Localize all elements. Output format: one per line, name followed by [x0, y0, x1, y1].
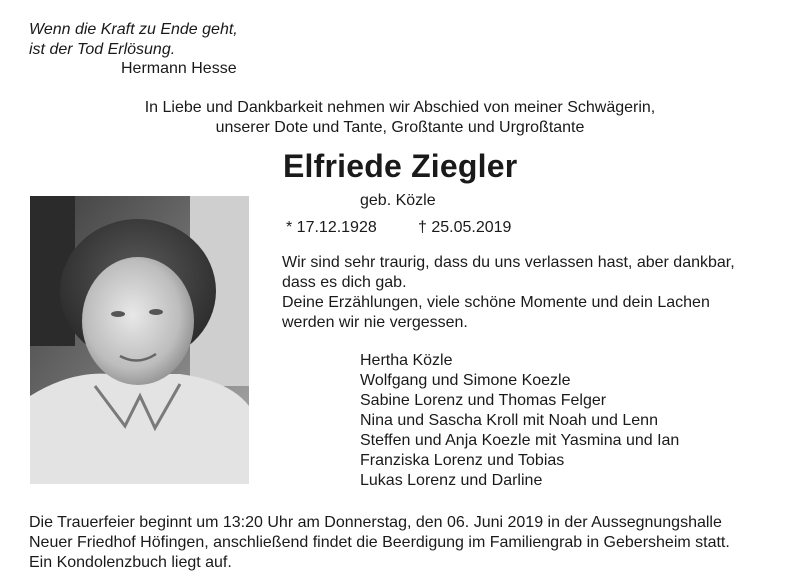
birth-date: * 17.12.1928	[286, 219, 377, 236]
mourner-entry: Hertha Közle	[360, 352, 453, 369]
mourner-entry: Wolfgang und Simone Koezle	[360, 372, 571, 389]
intro-line: unserer Dote und Tante, Großtante und Urgroßtante	[215, 119, 585, 136]
mourner-entry: Steffen und Anja Koezle mit Yasmina und Ian	[360, 432, 680, 449]
quote-line: ist der Tod Erlösung.	[29, 41, 176, 58]
mourner-entry: Lukas Lorenz und Darline	[360, 472, 543, 489]
death-date: † 25.05.2019	[418, 219, 512, 236]
mourner-entry: Sabine Lorenz und Thomas Felger	[360, 392, 607, 409]
memorial-message	[282, 253, 735, 333]
message-line: werden wir nie vergessen.	[282, 314, 468, 331]
portrait-photo-illustration	[30, 196, 249, 484]
quote	[29, 20, 238, 60]
funeral-info	[29, 513, 730, 573]
mourner-entry: Nina und Sascha Kroll mit Noah und Lenn	[360, 412, 658, 429]
message-line: Wir sind sehr traurig, dass du uns verlassen hast, aber dankbar,	[282, 254, 735, 271]
deceased-name: Elfriede Ziegler	[283, 148, 518, 184]
message-line: dass es dich gab.	[282, 274, 407, 291]
funeral-info-line: Neuer Friedhof Höfingen, anschließend findet die Beerdigung im Familiengrab in Gebersheim statt.	[29, 534, 730, 551]
mourners-list	[360, 351, 679, 491]
message-line: Deine Erzählungen, viele schöne Momente und dein Lachen	[282, 294, 710, 311]
quote-author: Hermann Hesse	[121, 60, 237, 77]
portrait-photo	[30, 196, 249, 484]
funeral-info-line: Die Trauerfeier beginnt um 13:20 Uhr am Donnerstag, den 06. Juni 2019 in der Aussegnungshalle	[29, 514, 722, 531]
quote-line: Wenn die Kraft zu Ende geht,	[29, 21, 238, 38]
mourner-entry: Franziska Lorenz und Tobias	[360, 452, 565, 469]
funeral-info-line: Ein Kondolenzbuch liegt auf.	[29, 554, 232, 571]
intro-text	[0, 98, 800, 138]
birth-name: geb. Közle	[360, 192, 436, 209]
intro-line: In Liebe und Dankbarkeit nehmen wir Abschied von meiner Schwägerin,	[144, 99, 656, 116]
